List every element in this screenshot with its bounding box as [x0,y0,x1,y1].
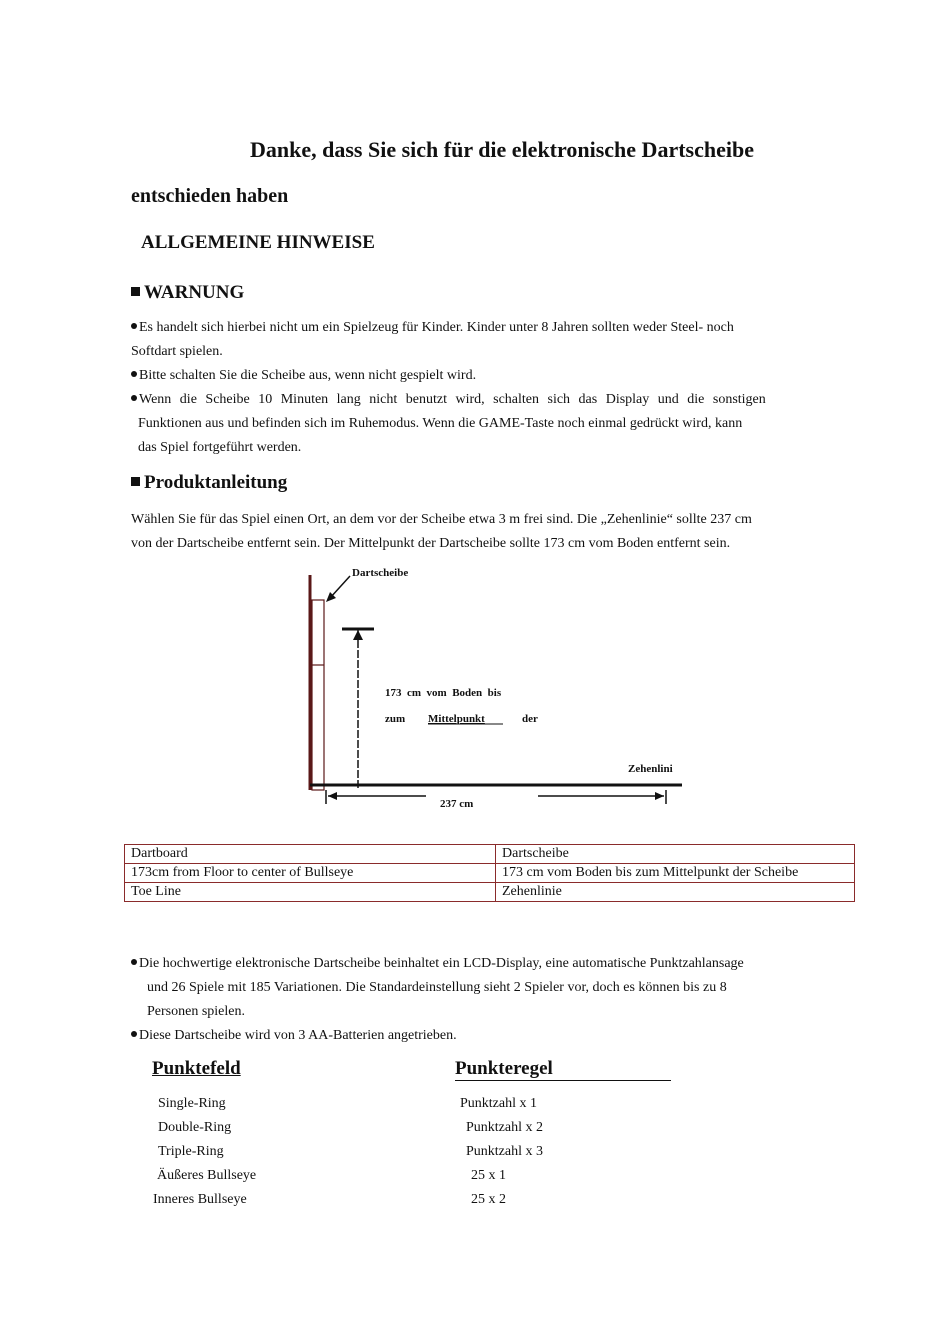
feature-item-1-line-3: Personen spielen. [147,1004,245,1019]
english-term-cell: Dartboard [125,845,496,864]
bullet-icon [131,371,137,377]
height-label-center: Mittelpunkt [428,713,485,725]
translation-row [125,883,855,902]
square-bullet-icon [131,477,140,486]
scoring-field-label: Single-Ring [158,1096,226,1111]
english-term-cell: Toe Line [125,883,496,902]
instructions-heading-text: Produktanleitung [144,472,288,493]
warning-paragraphs [131,316,849,460]
height-label-zum: zum [385,713,406,725]
feature-item-2-text: Diese Dartscheibe wird von 3 AA-Batterien angetrieben. [139,1028,457,1043]
scoring-field-label: Inneres Bullseye [153,1192,247,1207]
scoring-column-header-rule: Punkteregel [455,1058,553,1079]
instructions-line-2: von der Dartscheibe entfernt sein. Der Mittelpunkt der Dartscheibe sollte 173 cm vom Boden entfernt sein. [131,536,731,551]
instructions-heading [131,472,287,494]
dartboard-shape [312,600,324,790]
scoring-column-header-field: Punktefeld [152,1058,241,1079]
scoring-field-label: Äußeres Bullseye [157,1168,257,1183]
warning-item-3-line-1: Wenn die Scheibe 10 Minuten lang nicht benutzt wird, schalten sich das Display und die sonstigen [139,392,766,407]
scoring-rule-value: 25 x 2 [471,1192,506,1207]
german-term-cell: 173 cm vom Boden bis zum Mittelpunkt der Scheibe [496,864,855,883]
warning-heading [131,282,244,304]
square-bullet-icon [131,287,140,296]
page-title: Danke, dass Sie sich für die elektronische Dartscheibe [250,137,754,162]
warning-item-1-line-1: Es handelt sich hierbei nicht um ein Spielzeug für Kinder. Kinder unter 8 Jahren sollten weder Steel- noch [139,320,734,335]
features-paragraphs [131,952,851,1048]
translation-row [125,845,855,864]
feature-item-2 [131,1024,851,1048]
height-label-line-1: 173 cm vom Boden bis [385,687,502,699]
distance-left-arrowhead [328,792,337,800]
scoring-field-label: Triple-Ring [158,1144,224,1159]
distance-label: 237 cm [440,798,474,810]
warning-item-3-line-3: das Spiel fortgeführt werden. [138,440,302,455]
warning-item-2 [131,364,849,388]
feature-item-1-line-1: Die hochwertige elektronische Dartscheibe beinhaltet ein LCD-Display, eine automatische Punktzahlansage [139,956,744,971]
bullet-icon [131,323,137,329]
instructions-paragraph [131,508,851,556]
warning-item-1-line-2: Softdart spielen. [131,344,223,359]
board-label: Dartscheibe [352,567,409,579]
feature-item-1-line-2: und 26 Spiele mit 185 Variationen. Die Standardeinstellung sieht 2 Spieler vor, doch es können bis zu 8 [147,980,727,995]
throwing-distance-diagram [290,560,700,820]
english-term-cell: 173cm from Floor to center of Bullseye [125,864,496,883]
scoring-header-underline [455,1080,671,1081]
board-pointer-line [330,576,350,598]
translation-row [125,864,855,883]
scoring-rule-value: Punktzahl x 3 [466,1144,543,1159]
warning-item-3 [131,388,849,412]
scoring-rule-value: Punktzahl x 1 [460,1096,537,1111]
german-term-cell: Dartscheibe [496,845,855,864]
scoring-rule-value: 25 x 1 [471,1168,506,1183]
general-notes-heading: ALLGEMEINE HINWEISE [141,232,375,253]
warning-item-2-text: Bitte schalten Sie die Scheibe aus, wenn nicht gespielt wird. [139,368,477,383]
bullet-icon [131,959,137,965]
german-term-cell: Zehenlinie [496,883,855,902]
page-title-continued: entschieden haben [131,185,289,207]
warning-item-3-line-2: Funktionen aus und befinden sich im Ruhemodus. Wenn die GAME-Taste noch einmal gedrückt wird, kann [138,416,743,431]
height-arrowhead [353,630,363,640]
scoring-rule-value: Punktzahl x 2 [466,1120,543,1135]
warning-item-1 [131,316,849,340]
instructions-line-1: Wählen Sie für das Spiel einen Ort, an dem vor der Scheibe etwa 3 m frei sind. Die „Zehenlinie“ sollte 237 cm [131,512,752,527]
bullet-icon [131,395,137,401]
scoring-field-label: Double-Ring [158,1120,232,1135]
warning-heading-text: WARNUNG [144,282,245,303]
distance-right-arrowhead [655,792,664,800]
translation-table [124,844,855,902]
bullet-icon [131,1031,137,1037]
translation-table-body [125,845,855,902]
toe-line-label: Zehenlini [628,763,673,775]
height-label-der: der [522,713,538,725]
feature-item-1 [131,952,851,976]
